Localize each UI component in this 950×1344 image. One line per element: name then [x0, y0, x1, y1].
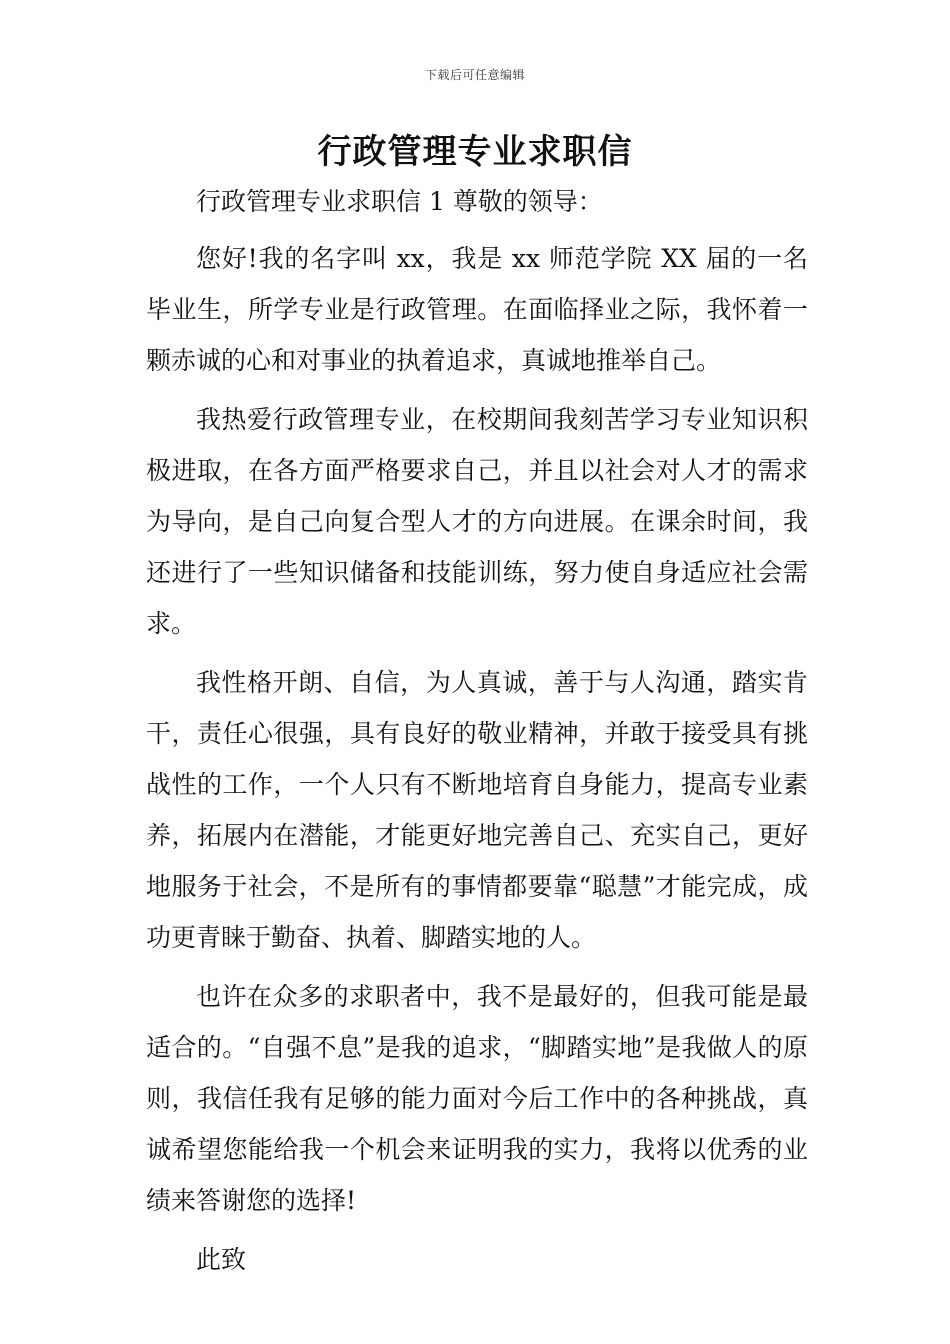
letter-body	[146, 176, 808, 1285]
letter-closing: 此致	[196, 1245, 247, 1274]
page-title: 行政管理专业求职信	[317, 132, 633, 172]
letter-greeting: 行政管理专业求职信 1 尊敬的领导：	[196, 187, 603, 216]
paragraph-personality: 我性格开朗、自信，为人真诚，善于与人沟通，踏实肯干，责任心很强，具有良好的敬业精神，并敢于接受具有挑战性的工作，一个人只有不断地培育自身能力，提高专业素养，拓展内在潜能，才能更好地完善自己、充实自己，更好地服务于社会，不是所有的事情都要靠“聪慧”才能完成，成功更青睐于勤奋、执着、脚踏实地的人。	[146, 668, 808, 952]
paragraph-introduction: 您好!我的名字叫 xx，我是 xx 师范学院 XX 届的一名毕业生，所学专业是行政管理。在面临择业之际，我怀着一颗赤诚的心和对事业的执着追求，真诚地推举自己。	[146, 244, 808, 375]
header-note: 下载后可任意编辑	[424, 68, 525, 82]
paragraph-study: 我热爱行政管理专业，在校期间我刻苦学习专业知识积极进取，在各方面严格要求自己，并且以社会对人才的需求为导向，是自己向复合型人才的方向进展。在课余时间，我还进行了一些知识储备和技能训练，努力使自身适应社会需求。	[146, 405, 808, 638]
paragraph-request: 也许在众多的求职者中，我不是最好的，但我可能是最适合的。“自强不息”是我的追求，“脚踏实地”是我做人的原则，我信任我有足够的能力面对今后工作中的各种挑战，真诚希望您能给我一个机会来证明我的实力，我将以优秀的业绩来答谢您的选择!	[146, 982, 808, 1215]
